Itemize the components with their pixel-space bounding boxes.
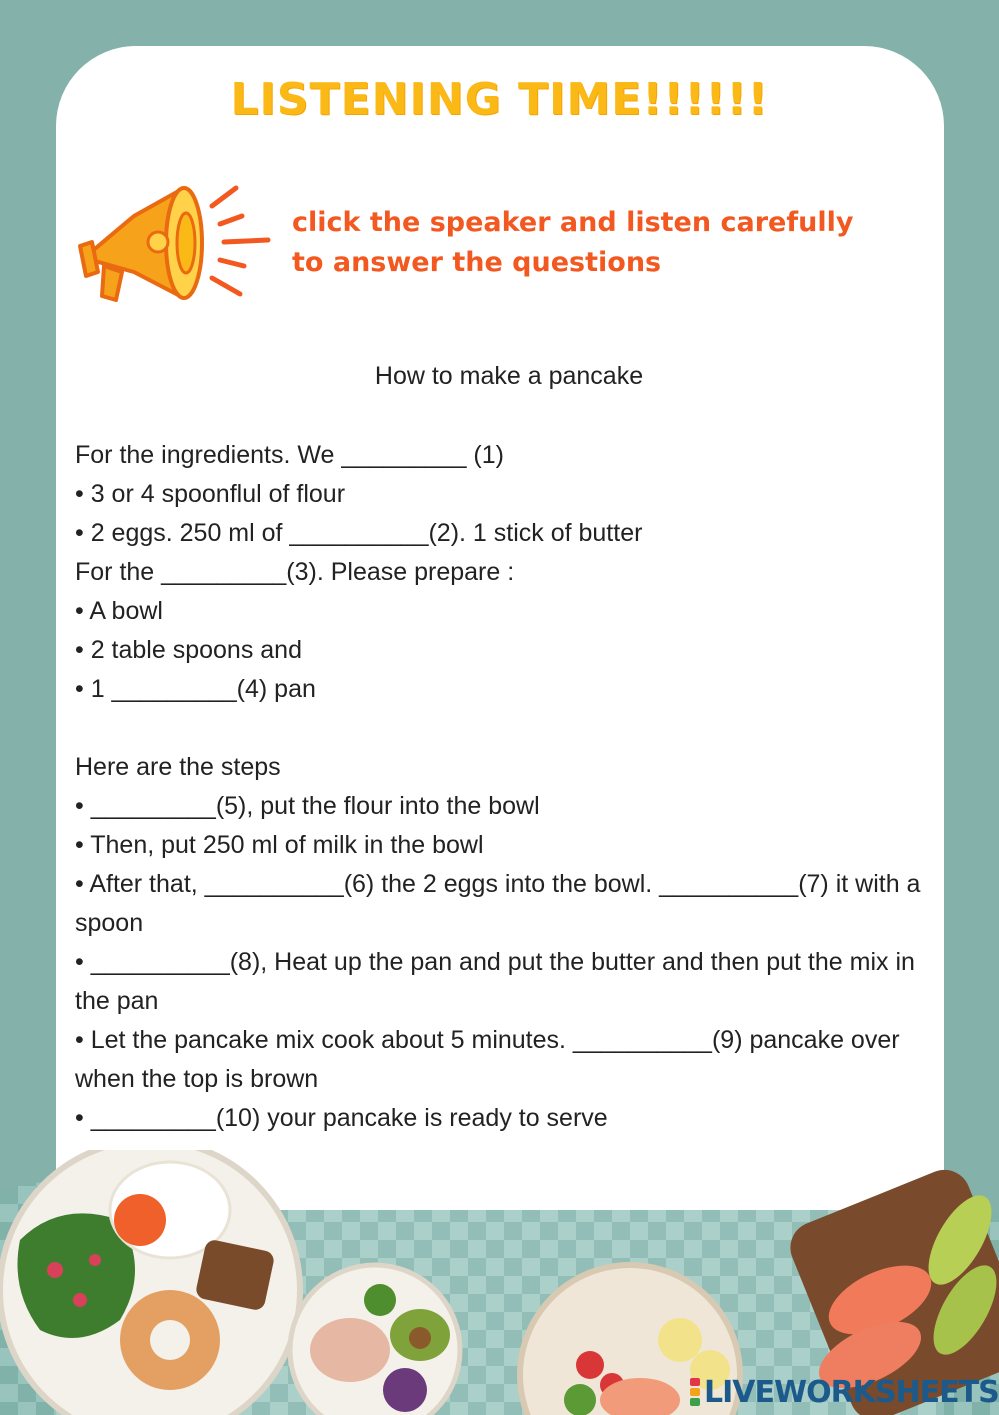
salad-bowl-image bbox=[290, 1265, 460, 1415]
worksheet-line: Here are the steps bbox=[75, 753, 281, 781]
liveworksheets-logo-icon bbox=[690, 1377, 700, 1407]
worksheet-line: • _________(10) your pancake is ready to serve bbox=[75, 1104, 608, 1132]
worksheet-line: • After that, __________(6) the 2 eggs into the bowl. __________(7) it with a spoon bbox=[75, 870, 921, 937]
worksheet-heading: How to make a pancake bbox=[374, 362, 644, 390]
worksheet-line: • 2 table spoons and bbox=[75, 636, 302, 664]
worksheet-line: • __________(8), Heat up the pan and put the butter and then put the mix in the pan bbox=[75, 948, 915, 1015]
worksheet-line: • 1 _________(4) pan bbox=[75, 675, 316, 703]
sound-waves-icon bbox=[212, 188, 268, 294]
page-title: LISTENING TIME!!!!!! bbox=[230, 74, 769, 125]
instruction-line-1: click the speaker and listen carefully bbox=[292, 207, 854, 238]
worksheet-line: • Let the pancake mix cook about 5 minutes. __________(9) pancake over when the top is brown bbox=[75, 1026, 900, 1093]
megaphone-icon bbox=[80, 188, 202, 300]
worksheet-line: • 2 eggs. 250 ml of __________(2). 1 stick of butter bbox=[75, 519, 643, 547]
worksheet-body bbox=[75, 436, 955, 1138]
liveworksheets-logo-text: LIVEWORKSHEETS bbox=[704, 1374, 999, 1410]
worksheet-line: • A bowl bbox=[75, 597, 163, 625]
liveworksheets-logo bbox=[690, 1372, 999, 1412]
worksheet-line: For the _________(3). Please prepare : bbox=[75, 558, 515, 586]
instruction-text bbox=[292, 203, 932, 283]
worksheet-line: For the ingredients. We _________ (1) bbox=[75, 441, 504, 469]
instruction-line-2: to answer the questions bbox=[292, 247, 662, 278]
worksheet-line: • Then, put 250 ml of milk in the bowl bbox=[75, 831, 484, 859]
breakfast-plate-image bbox=[0, 1150, 300, 1415]
worksheet-line: • 3 or 4 spoonflul of flour bbox=[75, 480, 346, 508]
speaker-icon[interactable] bbox=[74, 176, 274, 306]
worksheet-line bbox=[75, 709, 955, 748]
worksheet-line: • _________(5), put the flour into the bowl bbox=[75, 792, 540, 820]
